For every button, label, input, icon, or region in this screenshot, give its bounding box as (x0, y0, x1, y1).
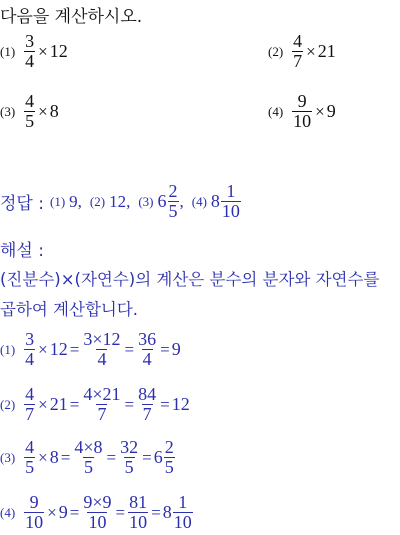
step-label: (4) (0, 504, 16, 520)
denominator: 5 (25, 111, 35, 131)
numerator: 3 (25, 329, 35, 349)
problem-label: (1) (0, 43, 16, 59)
times-sign: × (38, 447, 48, 467)
times-sign: × (306, 41, 316, 61)
result-fraction (137, 330, 157, 369)
numerator: 1 (178, 492, 188, 512)
fraction (24, 438, 35, 477)
denominator: 5 (83, 457, 93, 477)
fraction (221, 182, 241, 221)
denominator: 7 (97, 404, 107, 424)
instruction-text: 다음을 계산하시오. (0, 7, 143, 27)
equals-sign: = (160, 339, 170, 359)
fraction (24, 92, 35, 131)
solution-step-1 (0, 330, 181, 369)
step-label: (2) (0, 396, 16, 412)
product-fraction (82, 330, 121, 369)
factor: 8 (49, 447, 59, 467)
denominator: 10 (88, 512, 107, 532)
answer-label: (3) (138, 193, 154, 209)
times-sign: × (38, 394, 48, 414)
denominator: 7 (293, 51, 303, 71)
denominator: 10 (293, 111, 312, 131)
denominator: 5 (168, 201, 178, 221)
denominator: 4 (142, 349, 152, 369)
denominator: 7 (25, 404, 35, 424)
denominator: 10 (129, 512, 148, 532)
numerator: 3 (25, 31, 35, 51)
equals-sign: = (124, 339, 135, 359)
denominator: 4 (25, 51, 35, 71)
numerator: 4 (293, 31, 303, 51)
answer-label: (1) (49, 193, 66, 209)
fraction (24, 493, 44, 532)
times-sign: × (47, 502, 57, 522)
solution-step-4 (0, 493, 194, 532)
mixed-whole: 6 (157, 191, 167, 211)
numerator: 32 (120, 437, 139, 457)
step-label: (3) (0, 449, 16, 465)
equals-sign: = (142, 447, 152, 467)
problem-4 (268, 92, 336, 131)
times-sign: × (315, 101, 325, 121)
denominator: 10 (221, 201, 240, 221)
solution-step-2 (0, 385, 190, 424)
numerator: 4 (25, 384, 35, 404)
numerator: 4×21 (83, 384, 121, 404)
factor: 12 (49, 41, 68, 61)
factor: 9 (58, 502, 68, 522)
numerator: 3×12 (83, 329, 121, 349)
times-sign: × (38, 41, 48, 61)
times-sign: × (38, 339, 48, 359)
product-fraction (82, 493, 112, 532)
numerator: 9 (297, 91, 307, 111)
denominator: 4 (97, 349, 107, 369)
problem-2 (268, 32, 336, 71)
answer-label: (2) (89, 193, 106, 209)
answer-label: (4) (191, 193, 207, 209)
mixed-whole: 8 (210, 191, 220, 211)
equals-sign: = (69, 502, 80, 522)
equals-sign: = (69, 394, 80, 414)
equals-sign: = (106, 447, 117, 467)
answer-value: 9, (69, 191, 82, 211)
numerator: 1 (226, 181, 236, 201)
numerator: 2 (168, 181, 178, 201)
explanation-heading: 해설 : (0, 241, 44, 261)
denominator: 5 (124, 457, 134, 477)
problem-3 (0, 92, 59, 131)
equals-sign: = (60, 447, 71, 467)
numerator: 4 (25, 437, 35, 457)
fraction (292, 32, 303, 71)
problem-label: (3) (0, 103, 16, 119)
fraction (24, 385, 35, 424)
equals-sign: = (69, 339, 80, 359)
equals-sign: = (151, 502, 161, 522)
factor: 21 (317, 41, 336, 61)
denominator: 5 (25, 457, 35, 477)
factor: 8 (49, 101, 59, 121)
numerator: 9×9 (83, 492, 112, 512)
solution-step-3 (0, 438, 176, 477)
fraction (24, 330, 35, 369)
explanation-line-1: (진분수)×(자연수)의 계산은 분수의 분자와 자연수를 (0, 270, 380, 289)
numerator: 2 (164, 437, 174, 457)
problem-label: (4) (268, 103, 284, 119)
result-fraction (137, 385, 157, 424)
problem-label: (2) (268, 43, 284, 59)
factor: 9 (326, 101, 336, 121)
equals-sign: = (115, 502, 126, 522)
factor: 21 (49, 394, 68, 414)
numerator: 9 (29, 492, 39, 512)
numerator: 4 (25, 91, 35, 111)
final-value: 12 (171, 394, 190, 414)
denominator: 10 (25, 512, 44, 532)
equals-sign: = (160, 394, 170, 414)
numerator: 4×8 (74, 437, 103, 457)
numerator: 81 (129, 492, 148, 512)
separator: , (179, 191, 184, 211)
fraction (24, 32, 35, 71)
product-fraction (82, 385, 121, 424)
factor: 12 (49, 339, 68, 359)
fraction (292, 92, 312, 131)
answer-line (0, 182, 242, 221)
numerator: 84 (138, 384, 157, 404)
final-fraction (164, 438, 175, 477)
step-label: (1) (0, 341, 16, 357)
equals-sign: = (124, 394, 135, 414)
problem-1 (0, 32, 68, 71)
result-fraction (128, 493, 148, 532)
denominator: 4 (25, 349, 35, 369)
answer-value: 12, (109, 191, 131, 211)
mixed-whole: 8 (162, 502, 172, 522)
mixed-whole: 6 (153, 447, 163, 467)
final-value: 9 (171, 339, 181, 359)
final-fraction (173, 493, 193, 532)
times-sign: × (38, 101, 48, 121)
numerator: 36 (138, 329, 157, 349)
answer-heading: 정답 : (0, 194, 44, 214)
product-fraction (73, 438, 103, 477)
denominator: 5 (164, 457, 174, 477)
denominator: 10 (173, 512, 192, 532)
denominator: 7 (142, 404, 152, 424)
fraction (168, 182, 179, 221)
result-fraction (119, 438, 139, 477)
explanation-line-2: 곱하여 계산합니다. (0, 300, 139, 319)
